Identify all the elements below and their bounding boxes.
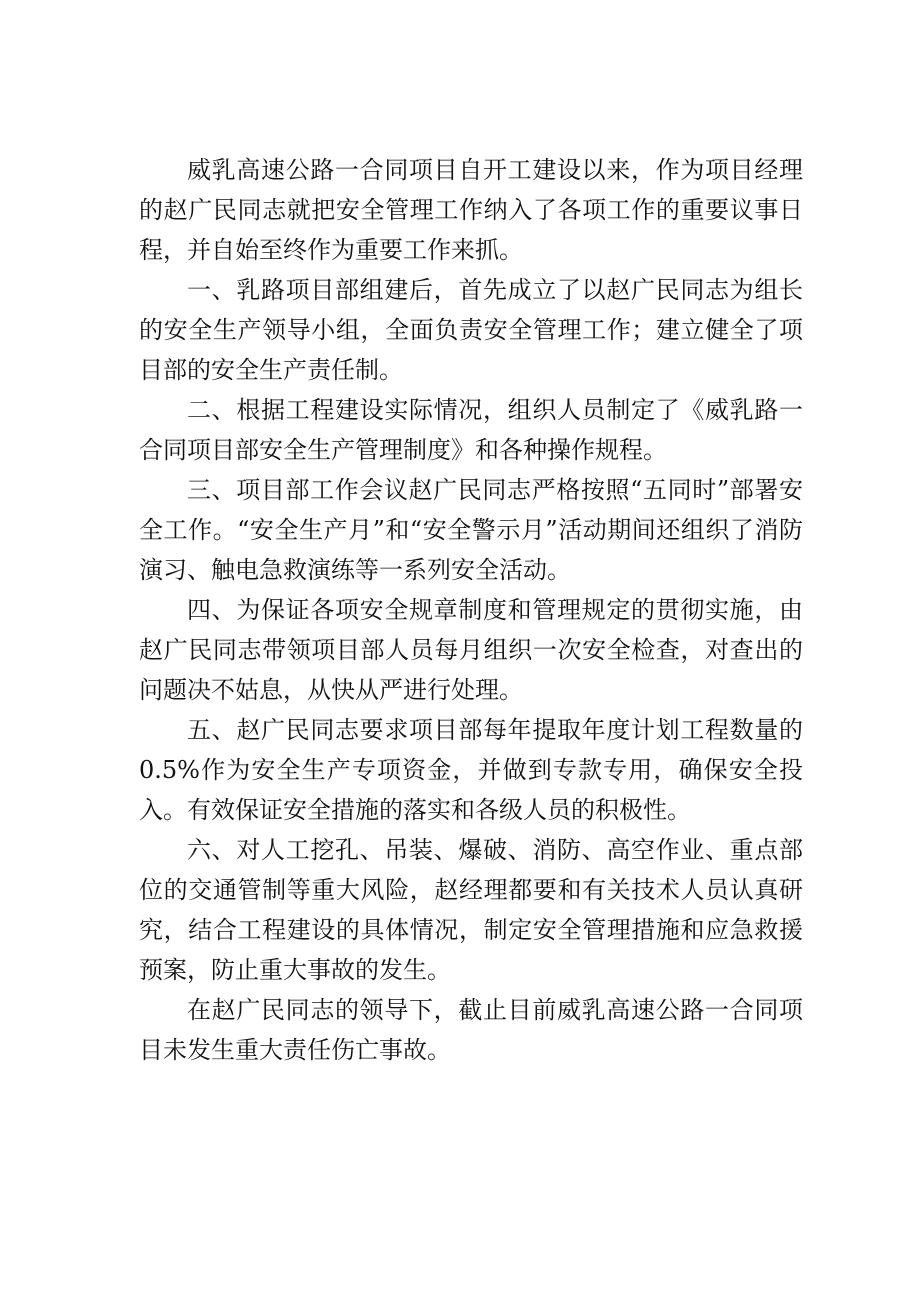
paragraph-item-2: 二、根据工程建设实际情况，组织人员制定了《威乳路一合同项目部安全生产管理制度》和各种操作规程。: [139, 396, 803, 464]
paragraph-item-5: 五、赵广民同志要求项目部每年提取年度计划工程数量的0.5%作为安全生产专项资金，并做到专款专用，确保安全投入。有效保证安全措施的落实和各级人员的积极性。: [139, 716, 803, 824]
paragraph-item-6: 六、对人工挖孔、吊装、爆破、消防、高空作业、重点部位的交通管制等重大风险，赵经理都要和有关技术人员认真研究，结合工程建设的具体情况，制定安全管理措施和应急救援预案，防止重大事故的发生。: [139, 836, 803, 984]
paragraph-item-3: 三、项目部工作会议赵广民同志严格按照“五同时”部署安全工作。“安全生产月”和“安全警示月”活动期间还组织了消防演习、触电急救演练等一系列安全活动。: [139, 476, 803, 584]
paragraph-item-1: 一、乳路项目部组建后，首先成立了以赵广民同志为组长的安全生产领导小组，全面负责安全管理工作；建立健全了项目部的安全生产责任制。: [139, 276, 803, 384]
paragraph-item-4: 四、为保证各项安全规章制度和管理规定的贯彻实施，由赵广民同志带领项目部人员每月组织一次安全检查，对查出的问题决不姑息，从快从严进行处理。: [139, 596, 803, 704]
document-body: [139, 150, 803, 1070]
paragraph-intro: 威乳高速公路一合同项目自开工建设以来，作为项目经理的赵广民同志就把安全管理工作纳入了各项工作的重要议事日程，并自始至终作为重要工作来抓。: [139, 156, 803, 264]
paragraph-conclusion: 在赵广民同志的领导下，截止目前威乳高速公路一合同项目未发生重大责任伤亡事故。: [139, 996, 803, 1064]
